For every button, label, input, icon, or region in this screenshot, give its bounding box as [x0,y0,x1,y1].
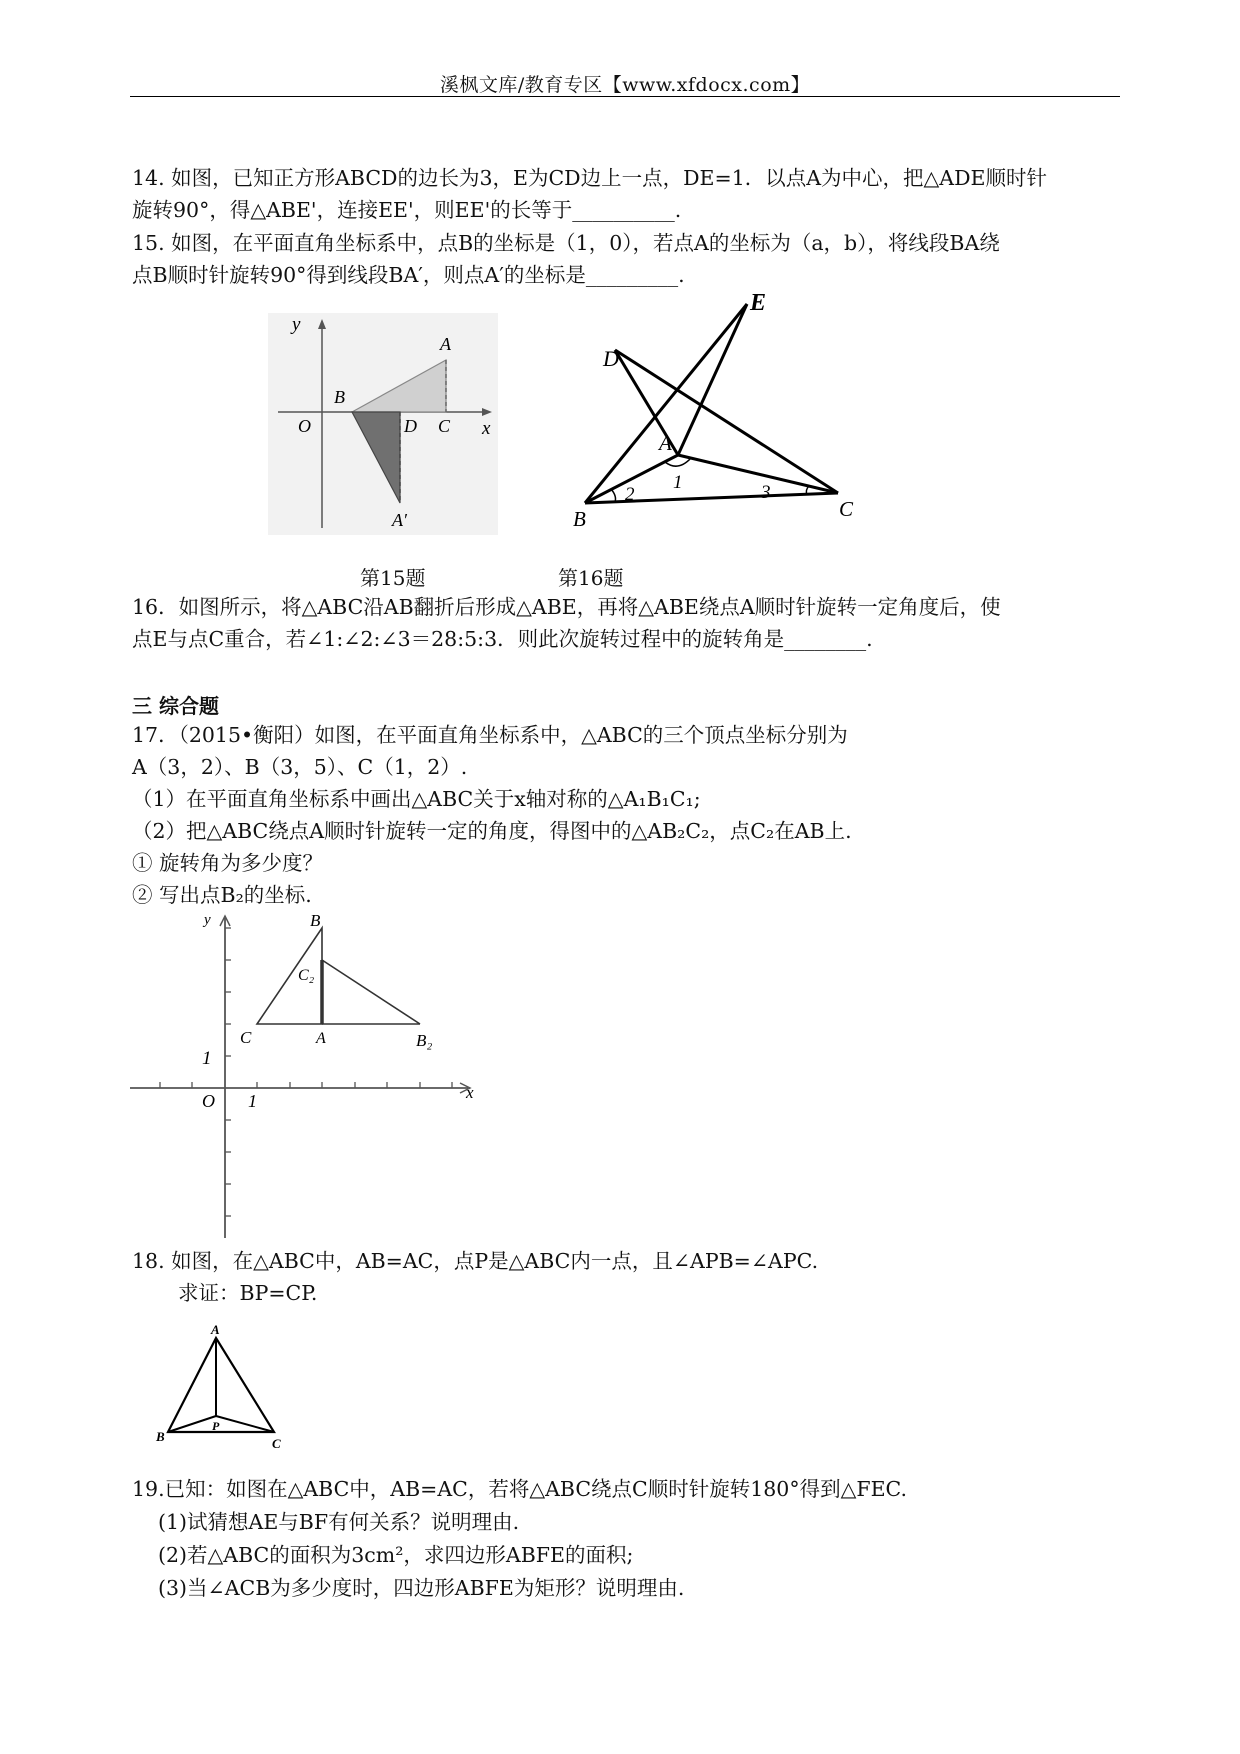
fig15-label-b: B [334,387,345,407]
q17-part1: （1）在平面直角坐标系中画出△ABC关于x轴对称的△A₁B₁C₁; [132,787,701,811]
q17-sub1: ① 旋转角为多少度？ [132,851,324,875]
fig15-label-a-prime: A′ [392,510,407,530]
fig17-label-b2: B₂ [416,1031,433,1050]
q17-line2: A（3，2）、B（3，5）、C（1，2）. [132,755,468,779]
fig17-label-o: O [202,1091,215,1111]
fig16-label-a: A [659,431,672,455]
fig16-label-d: D [603,346,619,371]
q15-line1: 15. 如图，在平面直角坐标系中，点B的坐标是（1，0），若点A的坐标为（a，b），将线段BA绕 [132,231,1000,255]
q19-part2: (2)若△ABC的面积为3cm²，求四边形ABFE的面积; [158,1543,634,1567]
fig17-label-b: B [310,911,321,930]
fig18-label-c: C [272,1436,281,1451]
fig17-label-x: x [466,1083,474,1102]
fig17-label-c: C [240,1028,252,1047]
fig17-segment-c2b2 [322,960,420,1024]
caption-fig15: 第15题 [360,566,426,590]
fig17-label-a: A [316,1030,326,1047]
fig16-segment-ac [678,455,838,493]
fig17-label-one-x: 1 [248,1091,257,1111]
q17-sub2: ② 写出点B₂的坐标. [132,883,312,907]
fig15-label-y: y [292,314,301,335]
q16-line2: 点E与点C重合，若∠1:∠2:∠3＝28:5:3．则此次旋转过程中的旋转角是________. [132,627,873,651]
fig17-x-ticks [160,1082,452,1088]
fig18-label-a: A [211,1322,220,1337]
figure-15 [268,313,498,535]
fig15-label-c: C [438,416,451,436]
figure-18 [150,1320,290,1450]
q18-line1: 18. 如图，在△ABC中，AB=AC，点P是△ABC内一点，且∠APB=∠APC. [132,1249,819,1273]
q18-line2: 求证：BP=CP. [178,1281,318,1305]
fig18-label-b: B [156,1429,165,1444]
fig17-label-y: y [204,912,211,928]
header-rule [130,96,1120,97]
fig17-label-one-y: 1 [202,1048,212,1069]
q19-part1: (1)试猜想AE与BF有何关系？说明理由. [158,1510,520,1534]
page-header: 溪枫文库/教育专区【www.xfdocx.com】 [439,74,811,96]
fig16-label-e: E [750,290,767,316]
fig16-label-b: B [573,507,586,531]
q14-line1: 14. 如图，已知正方形ABCD的边长为3，E为CD边上一点，DE=1．以点A为中心，把△ADE顺时针 [132,166,1048,190]
fig17-label-c2: C₂ [298,967,315,984]
q14-line2: 旋转90°，得△ABE'，连接EE'，则EE'的长等于__________. [132,198,682,222]
section-title: 三 综合题 [132,694,219,718]
q17-line1: 17．（2015•衡阳）如图，在平面直角坐标系中，△ABC的三个顶点坐标分别为 [132,723,848,747]
fig16-label-3: 3 [761,482,771,503]
fig16-label-1: 1 [673,472,683,493]
fig15-label-x: x [482,418,491,439]
fig16-segment-bc [585,493,838,503]
q19-line1: 19.已知：如图在△ABC中，AB=AC，若将△ABC绕点C顺时针旋转180°得到△FEC. [132,1477,908,1501]
fig16-label-c: C [839,497,854,521]
figure-17 [130,910,490,1240]
fig15-label-o: O [298,416,311,436]
fig15-label-d: D [404,416,417,436]
q17-part2: （2）把△ABC绕点A顺时针旋转一定的角度，得图中的△AB₂C₂，点C₂在AB上. [132,819,852,843]
fig16-segment-be [585,304,747,503]
figure-16 [565,290,865,530]
fig16-angle-2-arc [611,489,616,502]
fig18-label-p: P [212,1419,220,1433]
fig16-label-2: 2 [625,484,635,505]
caption-fig16: 第16题 [558,566,624,590]
q19-part3: (3)当∠ACB为多少度时，四边形ABFE为矩形？说明理由. [158,1576,685,1600]
fig15-label-a: A [440,334,451,354]
q15-line2: 点B顺时针旋转90°得到线段BA′，则点A′的坐标是_________. [132,263,685,287]
q16-line1: 16．如图所示，将△ABC沿AB翻折后形成△ABE，再将△ABE绕点A顺时针旋转一定角度后，使 [132,595,1001,619]
fig16-segment-ea [678,304,747,455]
